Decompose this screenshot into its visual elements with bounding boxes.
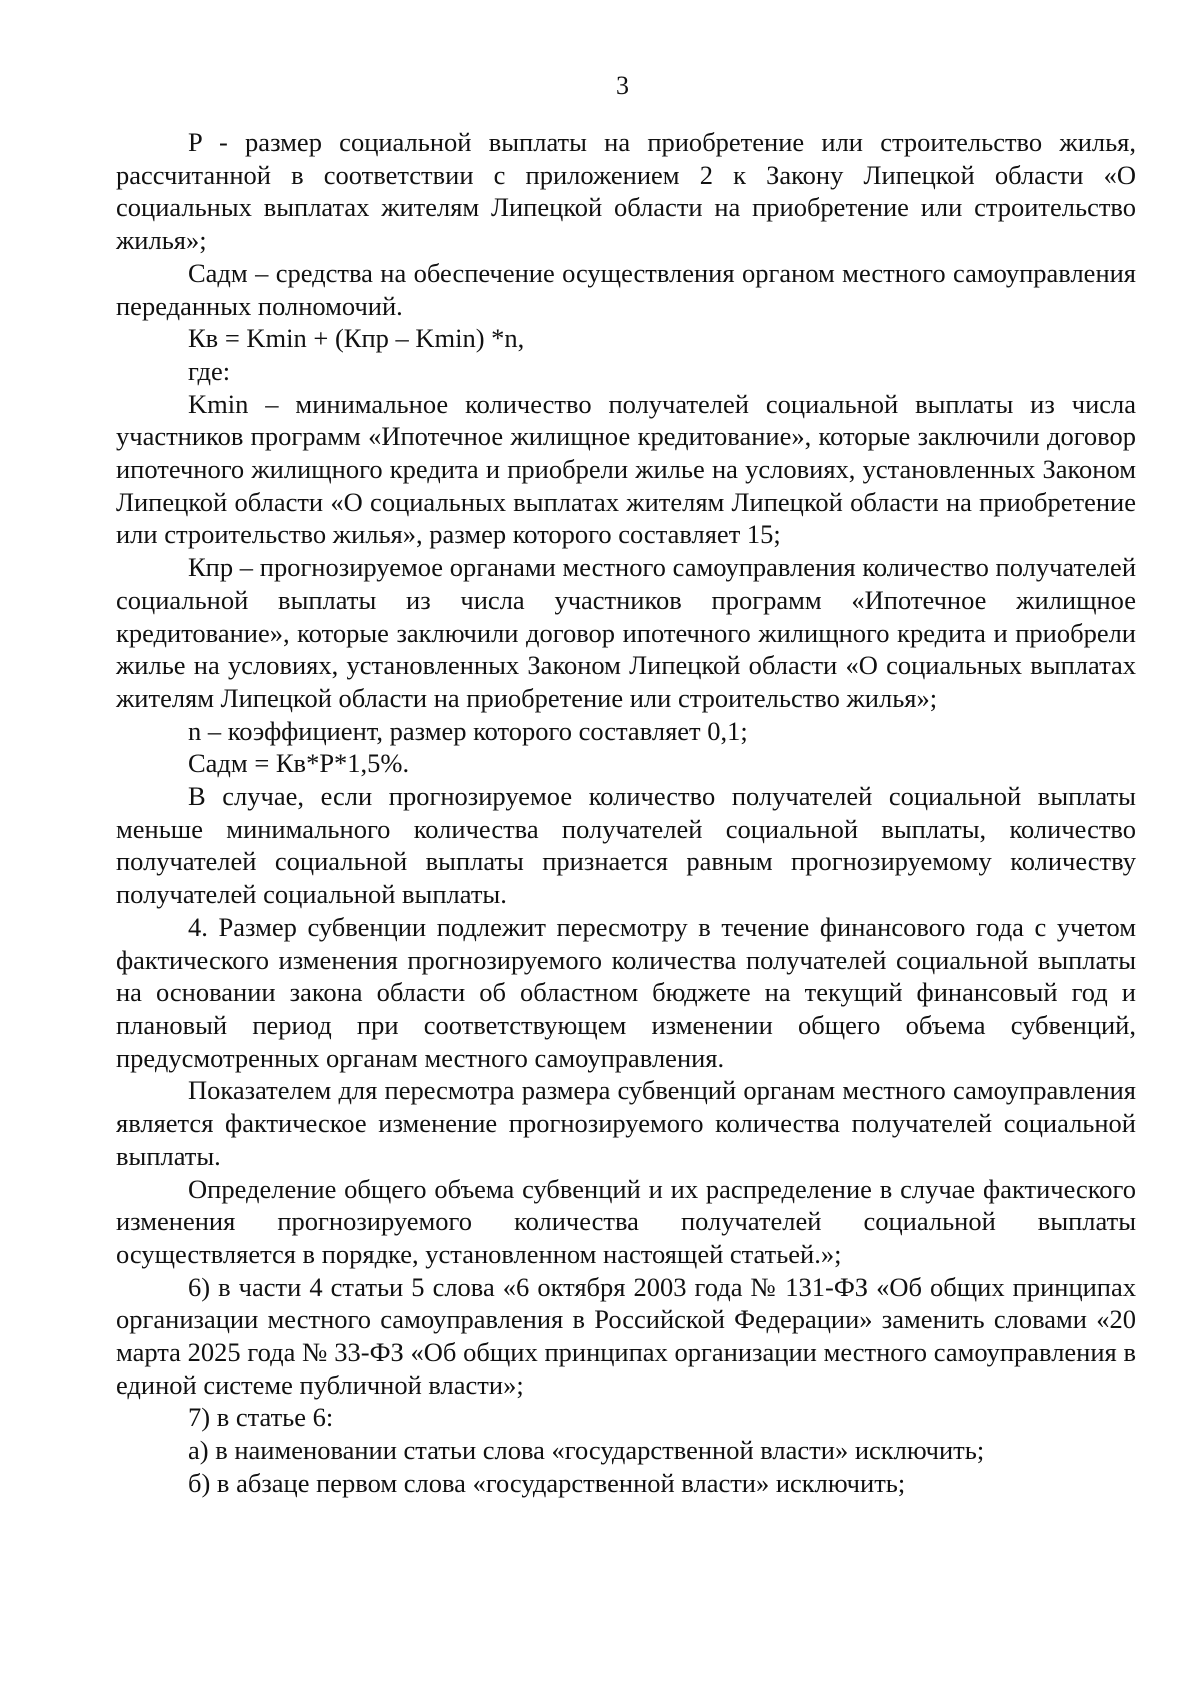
paragraph-item-7: 7) в статье 6: xyxy=(188,1402,334,1433)
paragraph-item-7a: а) в наименовании статьи слова «государственной власти» исключить; xyxy=(188,1435,985,1466)
paragraph-item-7b: б) в абзаце первом слова «государственной власти» исключить; xyxy=(188,1467,906,1498)
paragraph-n-definition: n – коэффициент, размер которого составляет 0,1; xyxy=(188,715,748,746)
page-number: 3 xyxy=(616,71,629,100)
paragraph-sadm-definition: Садм – средства на обеспечение осуществления органом местного самоуправления переданных полномочий. xyxy=(116,257,1136,321)
document-body xyxy=(116,126,1136,1500)
paragraph-kmin-definition: Kmin – минимальное количество получателей социальной выплаты из числа участников программ «Ипотечное жилищное кредитование», которые заключили договор ипотечного жилищного кредита и приобрели жилье на условиях, установленных Законом Липецкой области «О социальных выплатах жителям Липецкой области на приобретение или строительство жилья», размер которого составляет 15; xyxy=(116,388,1136,550)
paragraph-item-6: 6) в части 4 статьи 5 слова «6 октября 2003 года № 131-ФЗ «Об общих принципах организации местного самоуправления в Российской Федерации» заменить словами «20 марта 2025 года № 33-ФЗ «Об общих принципах организации местного самоуправления в единой системе публичной власти»; xyxy=(116,1271,1136,1400)
paragraph-item-4: 4. Размер субвенции подлежит пересмотру в течение финансового года с учетом фактического изменения прогнозируемого количества получателей социальной выплаты на основании закона области об областном бюджете на текущий финансовый год и плановый период при соответствующем изменении общего объема субвенций, предусмотренных органам местного самоуправления. xyxy=(116,911,1136,1073)
paragraph-total-volume: Определение общего объема субвенций и их распределение в случае фактического изменения прогнозируемого количества получателей социальной выплаты осуществляется в порядке, установленном настоящей статьей.»; xyxy=(116,1173,1136,1269)
paragraph-review-indicator: Показателем для пересмотра размера субвенций органам местного самоуправления является фактическое изменение прогнозируемого количества получателей социальной выплаты. xyxy=(116,1075,1136,1171)
paragraph-p-definition: P - размер социальной выплаты на приобретение или строительство жилья, рассчитанной в соответствии с приложением 2 к Закону Липецкой области «О социальных выплатах жителям Липецкой области на приобретение или строительство жилья»; xyxy=(116,127,1136,256)
paragraph-where: где: xyxy=(188,355,231,386)
paragraph-forecast-case: В случае, если прогнозируемое количество получателей социальной выплаты меньше минимального количества получателей социальной выплаты, количество получателей социальной выплаты признается равным прогнозируемому количеству получателей социальной выплаты. xyxy=(116,781,1136,910)
paragraph-sadm-formula: Садм = Кв*Р*1,5%. xyxy=(188,748,410,779)
paragraph-kpr-definition: Кпр – прогнозируемое органами местного самоуправления количество получателей социальной выплаты из числа участников программ «Ипотечное жилищное кредитование», которые заключили договор ипотечного жилищного кредита и приобрели жилье на условиях, установленных Законом Липецкой области «О социальных выплатах жителям Липецкой области на приобретение или строительство жилья»; xyxy=(116,552,1136,713)
paragraph-kv-formula: Кв = Kmin + (Кпр – Kmin) *n, xyxy=(188,323,525,354)
